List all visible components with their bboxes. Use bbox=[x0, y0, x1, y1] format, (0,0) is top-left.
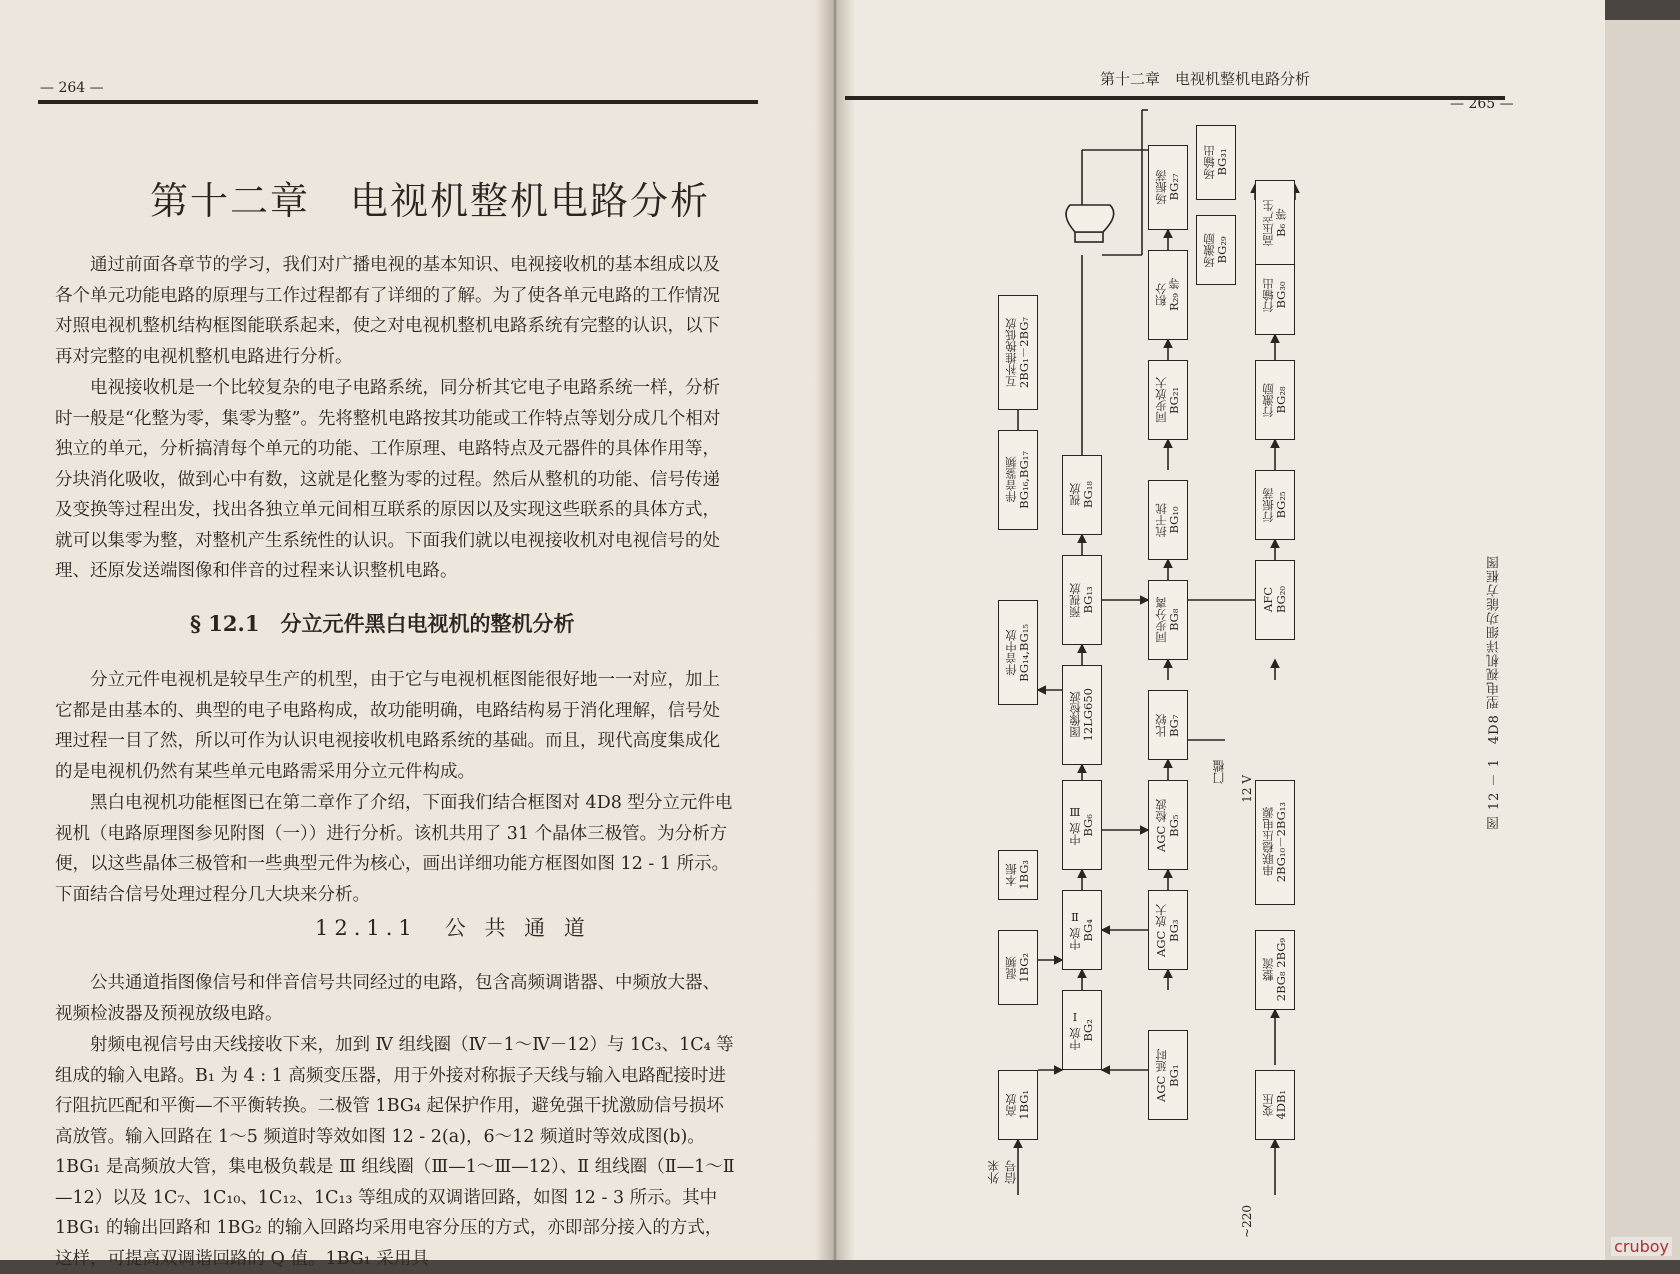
block-agc-delay: AGC 延时 BG₁ bbox=[1148, 1030, 1188, 1120]
chapter-title: 第十二章 电视机整机电路分析 bbox=[150, 179, 711, 223]
block-series-regulator: 串联稳压电源 2BG₁₀－2BG₁₃ bbox=[1255, 780, 1295, 905]
label-mains-220: ~220 bbox=[1240, 1205, 1254, 1238]
block-agc-amp: AGC 放大 BG₃ bbox=[1148, 890, 1188, 970]
figure-caption: 图 12 － 1 4D8 型电视机详细功能方框图 bbox=[1487, 555, 1502, 830]
block-sync-amp: 同步放大 BG₂₁ bbox=[1148, 360, 1188, 440]
block-mixer: 混频 1BG₂ bbox=[998, 930, 1038, 1005]
block-transformer: 变压 4DB₁ bbox=[1255, 1070, 1295, 1140]
block-afc: AFC BG₂₀ bbox=[1255, 560, 1295, 640]
block-sound-discriminator: 伴音鉴频 BG₁₆,BG₁₇ bbox=[998, 430, 1038, 530]
block-if-amp-3: 中放 Ⅲ BG₆ bbox=[1062, 780, 1102, 870]
block-if-amp-1: 中放 Ⅰ BG₂ bbox=[1062, 990, 1102, 1070]
block-comparator: 比较 BG₇ bbox=[1148, 690, 1188, 760]
block-sound-if-amp: 伴音中放 BG₁₄,BG₁₅ bbox=[998, 600, 1038, 705]
block-video-detector: 图像检波 12LG650 bbox=[1062, 665, 1102, 765]
intro-paragraph-2: 电视接收机是一个比较复杂的电子电路系统，同分析其它电子电路系统一样，分析时一般是“化整为零，集零为整”。先将整机电路按其功能或工作特点等划分成几个相对独立的单元，分析搞清每个单元的功能、工作原理、电路特点及元器件的具体作用等，分块消化吸收，做到心中有数，这就是化整为零的过程。然后从整机的功能、信号传递及变换等过程出发，找出各独立单元间相互联系的原因以及实现这些联系的具体方式，就可以集零为整，对整机产生系统性的认识。下面我们就以电视接收机对电视信号的处理、还原发送端图像和伴音的过程来认识整机电路。 bbox=[55, 378, 721, 581]
section-paragraph-2: 黑白电视机功能框图已在第二章作了介绍，下面我们结合框图对 4D8 型分立元件电视机（电路原理图参见附图（一））进行分析。该机共用了 31 个晶体三极管。为分析方便，以这些晶体三极管和一些典型元件为核心，画出详细功能方框图如图 12 - 1 所示。下面结合信号处理过程分几大块来分析。 bbox=[55, 793, 733, 905]
block-local-oscillator: 本振 1BG₃ bbox=[998, 850, 1038, 900]
block-noise-immunity: 抗干扰 BG₁₀ bbox=[1148, 480, 1188, 560]
section-paragraph-1: 分立元件电视机是较早生产的机型，由于它与电视机框图能很好地一一对应，加上它都是由基本的、典型的电子电路构成，故功能明确，电路结构易于消化理解，信号处理过程一目了然，所以可作为认识电视接收机电路系统的基础。而且，现代高度集成化的是电视机仍然有某些单元电路需采用分立元件构成。 bbox=[55, 670, 720, 782]
block-video-amp: 视放 BG₁₈ bbox=[1062, 455, 1102, 535]
block-high-voltage: 高压产生 B₆ 等 bbox=[1255, 180, 1295, 265]
label-12v: 12 V bbox=[1240, 775, 1254, 803]
subsection-paragraph-1: 公共通道指图像信号和伴音信号共同经过的电路，包含高频调谐器、中频放大器、视频检波器及预视放级电路。 bbox=[55, 973, 720, 1024]
block-field-driver: 场激励 BG₂₉ bbox=[1196, 215, 1236, 285]
section-title: § 12.1 分立元件黑白电视机的整机分析 bbox=[190, 611, 575, 636]
right-page-number: — 265 — bbox=[1450, 96, 1514, 112]
block-line-driver: 行激励 BG₂₈ bbox=[1255, 360, 1295, 440]
block-rectifier: 整流 2BG₈ 2BG₉ bbox=[1255, 930, 1295, 1010]
block-agc-detector: AGC 检波 BG₅ bbox=[1148, 780, 1188, 870]
watermark: cruboy bbox=[1611, 1237, 1672, 1256]
subsection-title: 12.1.1 公 共 通 道 bbox=[315, 916, 591, 940]
block-rf-amp: 高放 1BG₁ bbox=[998, 1070, 1038, 1140]
block-line-oscillator: 行振荡 BG₂₅ bbox=[1255, 470, 1295, 540]
label-door-gate: 门槛 bbox=[1212, 760, 1226, 784]
block-audio-amp: 互补推挽低放 2BG₁－2BG₇ bbox=[998, 295, 1038, 410]
block-line-output: 行输出 BG₃₀ bbox=[1255, 255, 1295, 335]
left-page-number: — 264 — bbox=[40, 80, 104, 96]
intro-paragraph-1: 通过前面各章节的学习，我们对广播电视的基本知识、电视接收机的基本组成以及各个单元功能电路的原理与工作过程都有了详细的了解。为了使各单元电路的工作情况对照电视机整机结构框图能联系起来，使之对电视机整机电路系统有完整的认识，以下再对完整的电视机整机电路进行分析。 bbox=[55, 255, 720, 367]
block-field-oscillator: 场振荡 BG₂₇ bbox=[1148, 145, 1188, 230]
block-sync-separator: 同步分离 BG₈ bbox=[1148, 580, 1188, 660]
block-if-amp-2: 中放 Ⅱ BG₄ bbox=[1062, 890, 1102, 970]
picture-tube-icon bbox=[1066, 205, 1114, 242]
block-field-output: 场输出 BG₃₁ bbox=[1196, 125, 1236, 200]
block-pre-video-amp: 预视放 BG₁₃ bbox=[1062, 555, 1102, 645]
subsection-paragraph-2: 射频电视信号由天线接收下来，加到 Ⅳ 组线圈（Ⅳ－1～Ⅳ－12）与 1C₃、1C₄ 等组成的输入电路。B₁ 为 4 : 1 高频变压器，用于外接对称振子天线与输入电路配接时进行阻抗匹配和平衡—不平衡转换。二极管 1BG₄ 起保护作用，避免强干扰激励信号损坏高放管。输入回路在 1～5 频道时等效如图 12 - 2(a)，6～12 频道时等效成图(b)。1BG₁ 是高频放大管，集电极负载是 Ⅲ 组线圈（Ⅲ—1～Ⅲ—12）、Ⅱ 组线圈（Ⅱ—1～Ⅱ—12）以及 1C₇、1C₁₀、1C₁₂、1C₁₃ 等组成的双调谐回路，如图 12 - 3 所示。其中 1BG₁ 的输出回路和 1BG₂ 的输入回路均采用电容分压的方式，亦即部分接入的方式，这样，可提高双调谐回路的 Q 值。1BG₁ 采用具 bbox=[55, 1035, 735, 1269]
running-header: 第十二章 电视机整机电路分析 bbox=[1100, 70, 1311, 88]
label-external-signal: 外来 信号 bbox=[987, 1160, 1018, 1184]
block-integrator: 积分 R₂₉ 等 bbox=[1148, 250, 1188, 340]
